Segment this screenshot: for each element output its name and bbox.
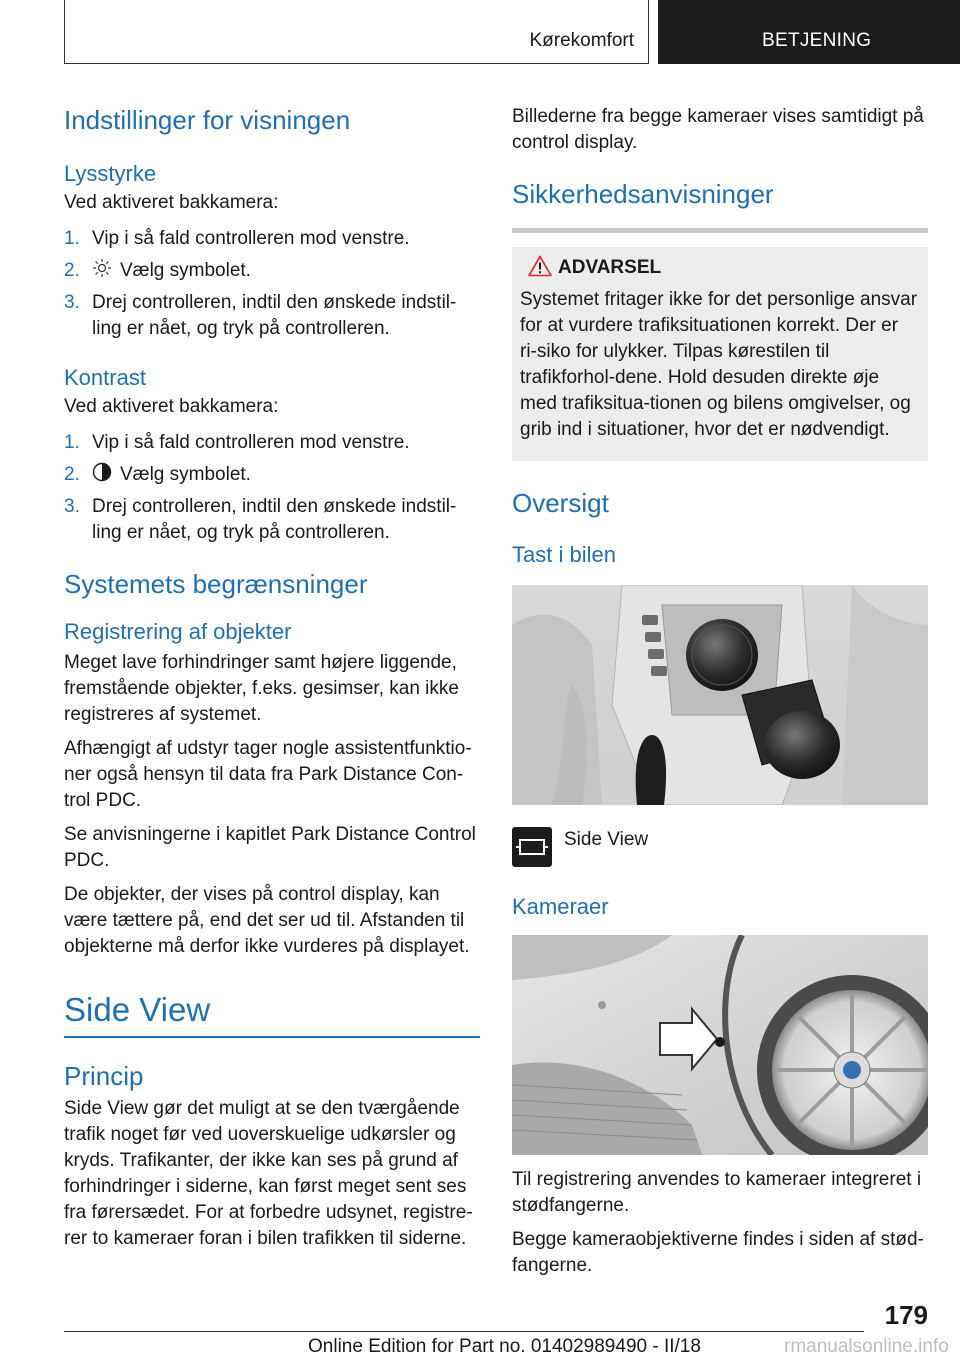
objects-paragraph-2: Afhængigt af udstyr tager nogle assistentfunktio-ner også hensyn til data fra Park Distance Con-trol PDC. — [64, 738, 472, 811]
safety-rule — [512, 228, 928, 233]
list-item: 1. Vip i så fald controlleren mod venstre. — [64, 432, 410, 453]
warning-triangle-icon — [528, 255, 552, 277]
center-console-image — [512, 585, 928, 805]
brightness-heading: Lysstyrke — [64, 161, 157, 186]
contrast-intro: Ved aktiveret bakkamera: — [64, 396, 279, 417]
left-column — [64, 100, 480, 1252]
button-heading: Tast i bilen — [512, 542, 616, 567]
footer-rule — [64, 1331, 864, 1332]
header-chapter-tab — [658, 0, 960, 64]
page-number: 179 — [884, 1300, 928, 1330]
warning-box — [512, 247, 928, 461]
brightness-intro: Ved aktiveret bakkamera: — [64, 192, 279, 213]
warning-text: Systemet fritager ikke for det personlige ansvar for at vurdere trafiksituationen korrekt. Der er ri-siko for ulykker. Tilpas kørestilen til trafikforhol-dene. Hold desuden direkte øje med trafiksitua-tionen og bilens omgivelser, og grib ind i situationer, hvor det er nødvendigt. — [520, 289, 918, 440]
list-item: 1. Vip i så fald controlleren mod venstre. — [64, 228, 410, 249]
list-item: 3. Drej controlleren, indtil den ønskede indstil- ling er nået, og tryk på controlleren. — [64, 496, 457, 543]
watermark-text: rmanualsonline.info — [784, 1336, 949, 1357]
list-item: 2. Vælg symbolet. — [64, 260, 251, 281]
edition-text: Online Edition for Part no. 01402989490 - II/18 — [308, 1336, 701, 1357]
cameras-paragraph-1: Til registrering anvendes to kameraer integreret i stødfangerne. — [512, 1169, 922, 1216]
limits-heading: Systemets begrænsninger — [64, 569, 368, 599]
cameras-heading: Kameraer — [512, 894, 609, 919]
principle-paragraph: Side View gør det muligt at se den tværgående trafik noget før ved uoverskuelige udkørsler og kryds. Trafikanter, der ikke kan ses på grund af forhindringer i siderne, kan først meget sent ses fra førersædet. For at forbedre udsynet, registre-rer to kameraer foran i bilen trafikken til siderne. — [64, 1098, 473, 1249]
heading-rule — [64, 1036, 480, 1038]
header-section-label: Kørekomfort — [529, 30, 634, 51]
warning-title: ADVARSEL — [520, 255, 920, 281]
objects-paragraph-4: De objekter, der vises på control display, kan være tættere på, end det ser ud til. Afstanden til objekterne må derfor ikke vurderes på displayet. — [64, 884, 470, 957]
safety-heading: Sikkerhedsanvisninger — [512, 179, 774, 209]
header-chapter-label: BETJENING — [762, 30, 872, 51]
objects-paragraph-3: Se anvisningerne i kapitlet Park Distance Control PDC. — [64, 824, 476, 871]
sideview-button-label: Side View — [564, 829, 649, 850]
cameras-paragraph-2: Begge kameraobjektiverne findes i siden af stød-fangerne. — [512, 1229, 924, 1276]
header-section-tab — [64, 0, 649, 64]
brightness-steps — [64, 226, 480, 342]
list-item: 3. Drej controlleren, indtil den ønskede indstil- ling er nået, og tryk på controlleren. — [64, 292, 457, 339]
contrast-icon — [92, 462, 112, 482]
contrast-heading: Kontrast — [64, 365, 146, 390]
objects-paragraph-1: Meget lave forhindringer samt højere liggende, fremstående objekter, f.eks. gesimser, kan ikke registreres af systemet. — [64, 652, 459, 725]
settings-heading: Indstillinger for visningen — [64, 105, 351, 135]
bumper-camera-image — [512, 935, 928, 1155]
objects-heading: Registrering af objekter — [64, 619, 292, 644]
brightness-icon — [92, 258, 112, 278]
right-column — [512, 100, 928, 1279]
sideview-heading: Side View — [64, 991, 211, 1028]
contrast-steps — [64, 430, 480, 546]
overview-heading: Oversigt — [512, 488, 609, 518]
sideview-button-row — [512, 827, 928, 867]
sideview-camera-icon — [512, 827, 552, 867]
list-item: 2. Vælg symbolet. — [64, 464, 251, 485]
principle-heading: Princip — [64, 1061, 144, 1091]
both-cameras-paragraph: Billederne fra begge kameraer vises samtidigt på control display. — [512, 106, 924, 153]
